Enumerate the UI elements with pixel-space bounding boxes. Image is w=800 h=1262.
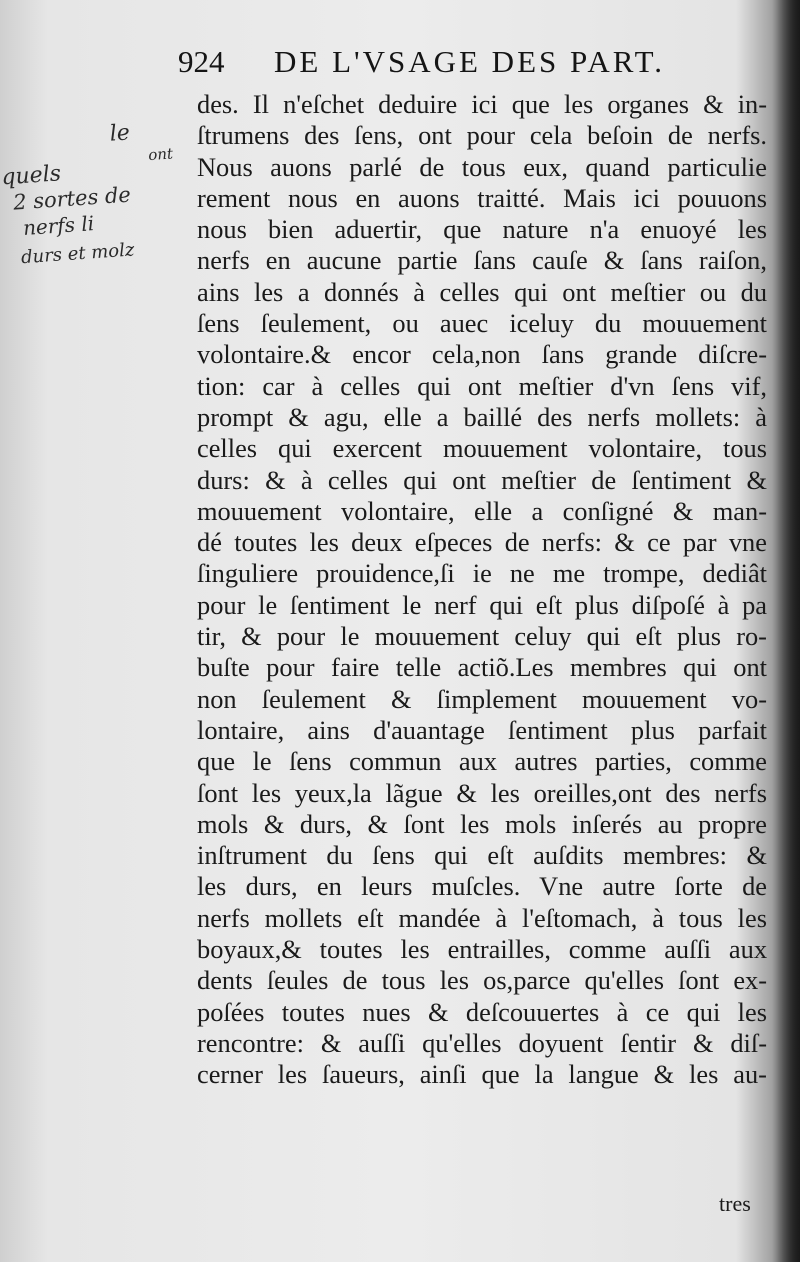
annotation-line: 2 sortes de	[12, 182, 132, 215]
text-line: buſte pour faire telle actiõ.Les membres qui ont	[197, 652, 767, 683]
text-line: mols & durs, & ſont les mols inſerés au propre	[197, 808, 767, 839]
text-line: nerfs en aucune partie ſans cauſe & ſans raiſon,	[197, 245, 767, 276]
handwritten-marginal-note	[0, 120, 190, 300]
annotation-line: ont	[147, 144, 174, 165]
text-line: dé toutes les deux eſpeces de nerfs: & ce par vne	[197, 527, 767, 558]
book-gutter-shadow	[772, 0, 800, 1262]
text-line: rencontre: & auſſi qu'elles doyuent ſentir & diſ-	[197, 1027, 767, 1058]
text-line: poſées toutes nues & deſcouuertes à ce qui les	[197, 996, 767, 1027]
text-line: celles qui exercent mouuement volontaire, tous	[197, 433, 767, 464]
text-line: volontaire.& encor cela,non ſans grande diſcre-	[197, 339, 767, 370]
text-line: ſens ſeulement, ou auec iceluy du mouuement	[197, 308, 767, 339]
running-header	[178, 44, 738, 94]
text-line: ſinguliere prouidence,ſi ie ne me trompe, dediât	[197, 558, 767, 589]
text-line: prompt & agu, elle a baillé des nerfs mollets: à	[197, 401, 767, 432]
text-line: dents ſeules de tous les os,parce qu'elles ſont ex-	[197, 965, 767, 996]
text-line: que le ſens commun aux autres parties, comme	[197, 746, 767, 777]
text-line: nerfs mollets eſt mandée à l'eſtomach, à tous les	[197, 902, 767, 933]
text-line: cerner les ſaueurs, ainſi que la langue & les au-	[197, 1059, 767, 1090]
text-line: tir, & pour le mouuement celuy qui eſt plus ro-	[197, 621, 767, 652]
text-line: des. Il n'eſchet deduire ici que les organes & in-	[197, 89, 767, 119]
annotation-line: nerfs li	[22, 211, 95, 241]
annotation-line: durs et molz	[20, 239, 136, 269]
text-line: ſtrumens des ſens, ont pour cela beſoin de nerfs.	[197, 120, 767, 151]
annotation-line: le	[108, 120, 131, 147]
text-line: mouuement volontaire, elle a conſigné & man-	[197, 495, 767, 526]
text-line: non ſeulement & ſimplement mouuement vo-	[197, 683, 767, 714]
main-text-block	[197, 89, 767, 1091]
catchword: tres	[719, 1191, 751, 1216]
text-line: nous bien aduertir, que nature n'a enuoyé les	[197, 214, 767, 245]
text-line: boyaux,& toutes les entrailles, comme auſſi aux	[197, 934, 767, 965]
text-line: tion: car à celles qui ont meſtier d'vn ſens vif,	[197, 370, 767, 401]
text-line: les durs, en leurs muſcles. Vne autre ſorte de	[197, 871, 767, 902]
text-line: rement nous en auons traitté. Mais ici pouuons	[197, 182, 767, 213]
running-title: DE L'VSAGE DES PART.	[274, 44, 665, 79]
page-number: 924	[178, 44, 225, 79]
annotation-line: quels	[0, 161, 62, 191]
text-line: ains les a donnés à celles qui ont meſtier ou du	[197, 276, 767, 307]
text-line: lontaire, ains d'auantage ſentiment plus parfait	[197, 714, 767, 745]
text-line: ſont les yeux,la lãgue & les oreilles,ont des nerfs	[197, 777, 767, 808]
text-line: durs: & à celles qui ont meſtier de ſentiment &	[197, 464, 767, 495]
text-line: pour le ſentiment le nerf qui eſt plus diſpoſé à pa	[197, 589, 767, 620]
text-line: Nous auons parlé de tous eux, quand particulie	[197, 151, 767, 182]
text-line: inſtrument du ſens qui eſt auſdits membres: &	[197, 840, 767, 871]
